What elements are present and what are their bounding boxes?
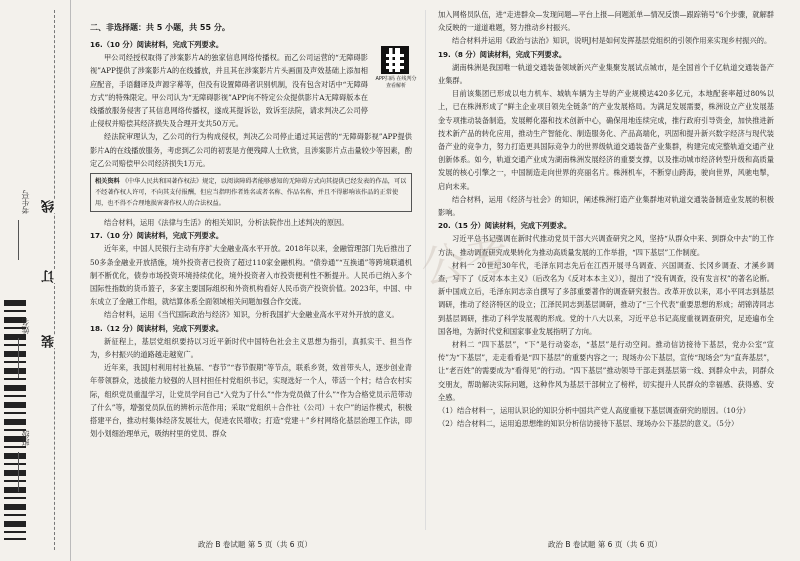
- q19-paragraph-1: 湖南株洲是我国唯一轨道交通装备领域新兴产业集聚发展试点城市，是全国首个千亿轨道交通装备产业集群。: [438, 62, 774, 86]
- watermark: 公考: [417, 228, 513, 295]
- q16-paragraph-2: 经法院审理认为，乙公司的行为构成侵权，判决乙公司停止通过其运营的“无障碍影视”APP提供影片A的在线播放服务，考虑到乙公司的初衷是方便残障人士欣赏，且涉案影片点击量较少等因素，酌定乙公司赔偿甲公司经济损失1万元。: [90, 132, 412, 168]
- section-title: 二、非选择题：共 5 小题，共 55 分。: [90, 23, 230, 32]
- cut-mark-xian: 线: [42, 200, 57, 213]
- binding-strip: [0, 0, 71, 561]
- cut-mark-zhuang: 装: [42, 335, 57, 348]
- q19-heading: 19.（8 分）阅读材料，完成下列要求。: [438, 49, 567, 59]
- q20-material-1: 材料一 20世纪30年代，毛泽东同志先后在江西开展寻乌调查、兴国调查、长冈乡调查、才溪乡调查，写下了《反对本本主义》（后改名为《反对本本主义》），提出了“没有调查，没有发言权”的著名论断。新中国成立后，毛泽东同志亲自撰写了多部重要著作的调查研究报告。改革开放以来，邓小平同志到基层调研，推动了经济特区的设立；江泽民同志到基层调研，推动了“三个代表”重要思想的形成；胡锦涛同志到基层调研，推动了科学发展观的形成。党的十八大以来，习近平总书记高度重视调查研究，足迹遍布全国各地，为新时代党和国家事业发展指明了方向。: [438, 260, 774, 336]
- q17-task: 结合材料，运用《当代国际政治与经济》知识，分析我国扩大金融业高水平对外开放的意义。: [104, 310, 399, 320]
- right-column: [438, 8, 774, 431]
- binding-bar-pattern: [4, 300, 26, 540]
- q18-task: 结合材料并运用《政治与法治》知识，说明J村是如何发挥基层党组织的引领作用来实现乡村振兴的。: [452, 36, 772, 46]
- box-text: 《中华人民共和国著作权法》规定，以阅读障碍者能够感知的无障碍方式向其提供已经发表的作品，可以不经著作权人许可，不向其支付报酬，但应当指明作者姓名或者名称、作品名称，并且不得影响该作品的正常使用，也不得不合理地损害著作权人的合法权益。: [95, 178, 407, 208]
- footer-right: 政治 B 卷试题 第 6 页（共 6 页）: [548, 540, 662, 549]
- q20-task-1: （1）结合材料一，运用认识论的知识分析中国共产党人高度重视下基层调查研究的原因。（10分）: [438, 406, 750, 416]
- page-divider: [425, 10, 426, 530]
- class-blank: [18, 452, 19, 492]
- q20-intro: 习近平总书记强调在新时代推动党员干部大兴调查研究之风，坚持“从群众中来、到群众中去”的工作方法，推动调查研究成果转化为推动高质量发展的工作举措，“四下基层”工作制度。: [438, 234, 774, 257]
- q20-task-2: （2）结合材料二，运用追思想维的知识分析信访接待下基层、现场办公下基层的意义。（5分）: [438, 419, 739, 429]
- name-blank: [18, 338, 19, 378]
- name-label: 姓名: [21, 318, 30, 334]
- left-column: [90, 38, 412, 440]
- q16-paragraph-1: 甲公司经授权取得了涉案影片A的独家信息网络传播权。而乙公司运营的“无障碍影视”APP提供了涉案影片A的在线播放，并且其在涉案影片片头画面及声效基础上添加相应配音，手语翻译及声源字幕等，但没有设置障碍者识别机制，没有包含对话中“无障碍方式”的特殊限定。甲公司认为“无障碍影视”APP向不特定公众提供影片A无障碍版本在线播放服务侵害了其信息网络传播权，遂成其提诉讼，致诉至法院，请求判决乙公司停止侵权并赔偿其经济损失及合理开支共50万元。: [90, 53, 368, 129]
- exam-no-blank: [18, 220, 19, 260]
- box-title: 相关资料: [95, 178, 120, 186]
- related-material-box: [90, 173, 412, 212]
- q19-task: 结合材料，运用《经济与社会》的知识，阐述株洲打造产业集群地对轨道交通装备制造业发展的积极影响。: [438, 194, 774, 218]
- footer-left: 政治 B 卷试题 第 5 页（共 6 页）: [198, 540, 312, 549]
- q20-material-2: 材料二 “四下基层”，“下”是行动姿态，“基层”是行动空间。推动信访接待下基层，党办公室“宣传”为“下基层”，走走看看是“四下基层”的重要内容之一；现场办公下基层，宣传“现场会”为“直奔基层”，让“老百姓”的需要成为“看得见”的行动。“四下基层”推动领导干部走到基层第一线、到群众中去，同群众交朋友，帮助解决实际问题，这种作风为基层干部树立了榜样，切实提升人民群众的幸福感、获得感、安全感。: [438, 340, 774, 402]
- exam-no-label: 考生号: [21, 190, 30, 214]
- q17-paragraph-1: 近年来，中国人民银行主动有序扩大金融业高水平开放。2018年以来，金融管理部门先后推出了50多条金融业开放措施，境外投资者已投资了超过110家金融机构。“债券通”“互换通”等跨境联通机制不断优化，债券市场投资环境持续优化，境外投资者入市投资便利性不断提升。人民币已纳入多个国际性指数的货币篮子，多家主要国际组织和外资机构看好人民币资产投资价值。2023年，中国、中东成立了金融工作组，就结算体系全面领域相关问题加强合作交流。: [90, 244, 412, 307]
- q18-heading: 18.（12 分）阅读材料，完成下列要求。: [90, 323, 224, 333]
- q17-heading: 17.（10 分）阅读材料，完成下列要求。: [90, 231, 224, 241]
- q18-continued: 加入网格员队伍，进“走进群众—发现问题—平台上报—问题派单—情况反馈—跟踪销号”6个步骤，就解群众反映的一道道难题，努力推动乡村振兴。: [438, 10, 774, 33]
- q16-heading: 16.（10 分）阅读材料，完成下列要求。: [90, 40, 224, 49]
- cut-mark-ding: 订: [42, 270, 57, 283]
- qr-caption: APP扫码 在线判分查看解析: [375, 76, 417, 89]
- q16-task: 结合材料，运用《法律与生活》的相关知识，分析法院作出上述判决的原因。: [104, 218, 349, 228]
- q18-paragraph-1: 新征程上，基层党组织要持以习近平新时代中国特色社会主义思想为指引，真抓实干、担当作为，乡村振兴的道路越走越宽广。: [90, 336, 412, 360]
- q19-paragraph-2: 目前该集团已形成以电力机车、城轨车辆为主导的产业规模达420多亿元，本地配套率超过80%以上，已在株洲形成了“鲜主企业项目领先全链条”的产业发展格局。为满足发展需要，株洲设立产业发展基金专项推动装备制造，发展孵化器和技术创新中心，确保用地连续完成，推行政府引导资金，加快推进新技术新产品的转化应用，推动生产智能化、制造服务化、产品高端化，巩固和提升新兴数字经济与现代装备产业的竞争力，努力打造更具国际竞争力的世界级轨道交通装备产业集群，构建完成完整轨道交通产业创新体系。如今，轨道交通产业成为湖南株洲发展经济的重要支撑，以及推动城市经济转型升级和高质量发展的核心引擎之一，中国制造走向世界的亮丽名片。株洲机车，不断穿山跨海，驶向世界，风驰电掣，启向未来。: [438, 89, 774, 191]
- q20-heading: 20.（15 分）阅读材料，完成下列要求。: [438, 221, 572, 231]
- class-label: 班级: [21, 430, 30, 446]
- q18-paragraph-2: 近年来，我国J村利用村社换届、“春节”“春节假期”等节点，联系乡贤，效首带头人，逐步创业青年带领群众，选拔能力较强的人回村担任村党组织书记，实现选好一个人，带活一个村；结合农村实际，组织党员重温学习，让党员学问自己“入党为了什么”“作为党员做了什么”“作为合格党员示范带动了什么”等，增强党员队伍的辨析示范作用；采取“党组织＋合作社（公司）＋农户”的运作模式，积极搭建平台，推动村集体经济发展壮大，促进农民增收；打造“党建＋”乡村网络化基层治理工作法，即划小划细治理单元，吸纳村里的党员、群众: [90, 363, 412, 439]
